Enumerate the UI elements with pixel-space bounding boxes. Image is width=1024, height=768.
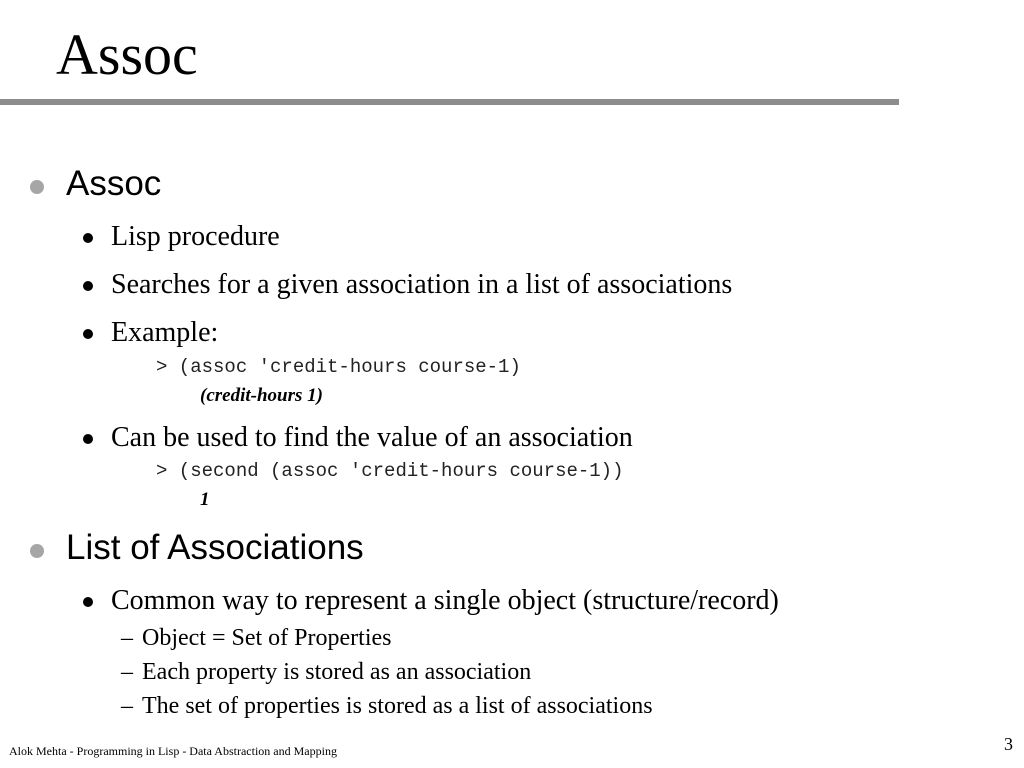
- footer-text: Alok Mehta - Programming in Lisp - Data Abstraction and Mapping: [9, 744, 337, 758]
- bullet-icon: [30, 544, 44, 558]
- dash-icon: –: [121, 659, 133, 685]
- code-example: > (assoc 'credit-hours course-1): [156, 356, 521, 378]
- dash-icon: –: [121, 625, 133, 651]
- slide-title: Assoc: [56, 22, 198, 87]
- sub-bullet-item: [121, 626, 391, 650]
- section-heading-assoc: Assoc: [66, 164, 162, 203]
- bullet-icon: [83, 233, 93, 243]
- bullet-icon: [83, 597, 93, 607]
- bullet-item: Lisp procedure: [111, 221, 280, 252]
- bullet-icon: [30, 180, 44, 194]
- bullet-icon: [83, 329, 93, 339]
- sub-bullet-item: [121, 660, 531, 684]
- dash-icon: –: [121, 693, 133, 719]
- bullet-icon: [83, 281, 93, 291]
- bullet-icon: [83, 434, 93, 444]
- bullet-item: Common way to represent a single object (structure/record): [111, 585, 779, 616]
- sub-bullet-text: Object = Set of Properties: [142, 625, 392, 651]
- bullet-item: Searches for a given association in a list of associations: [111, 269, 733, 300]
- code-example: > (second (assoc 'credit-hours course-1)): [156, 460, 624, 482]
- sub-bullet-item: [121, 694, 653, 718]
- bullet-item: Example:: [111, 317, 219, 348]
- code-result: 1: [200, 489, 210, 510]
- sub-bullet-text: The set of properties is stored as a list of associations: [142, 693, 653, 719]
- bullet-item: Can be used to find the value of an association: [111, 422, 633, 453]
- page-number: 3: [1004, 734, 1013, 754]
- code-result: (credit-hours 1): [200, 385, 323, 406]
- sub-bullet-text: Each property is stored as an association: [142, 659, 532, 685]
- section-heading-list-of-associations: List of Associations: [66, 528, 364, 567]
